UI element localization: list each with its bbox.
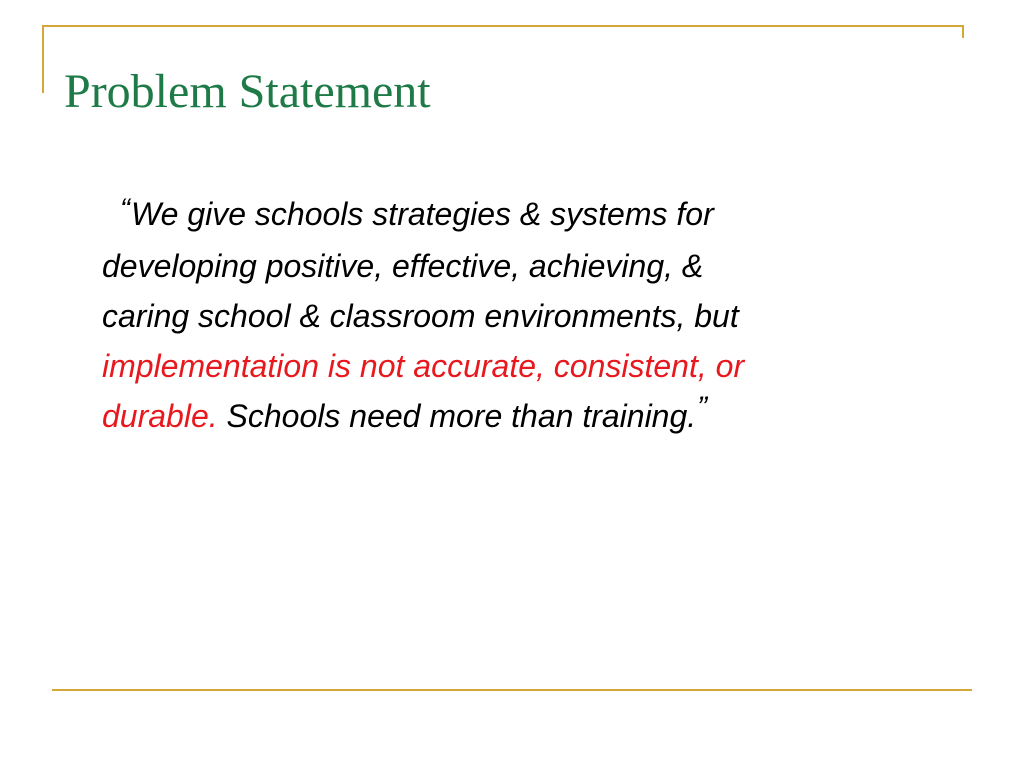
emphasis-line-5: durable. (102, 398, 218, 434)
emphasis-line-4: implementation is not accurate, consistent, or (102, 348, 745, 384)
open-quote-mark: “ (120, 193, 130, 226)
slide-title: Problem Statement (64, 65, 431, 118)
quote-tail: Schools need more than training. (217, 398, 697, 434)
quote-line-1: We give schools strategies & systems for (131, 196, 714, 232)
frame-left-rule (42, 25, 44, 93)
frame-top-end-rule (962, 25, 964, 38)
frame-bottom-rule (52, 689, 972, 691)
quote-line-3: caring school & classroom environments, but (102, 298, 739, 334)
frame-top-rule (42, 25, 964, 27)
quote-line-2: developing positive, effective, achieving, & (102, 248, 704, 284)
quote-text (102, 189, 982, 443)
close-quote-mark: ” (697, 391, 708, 424)
